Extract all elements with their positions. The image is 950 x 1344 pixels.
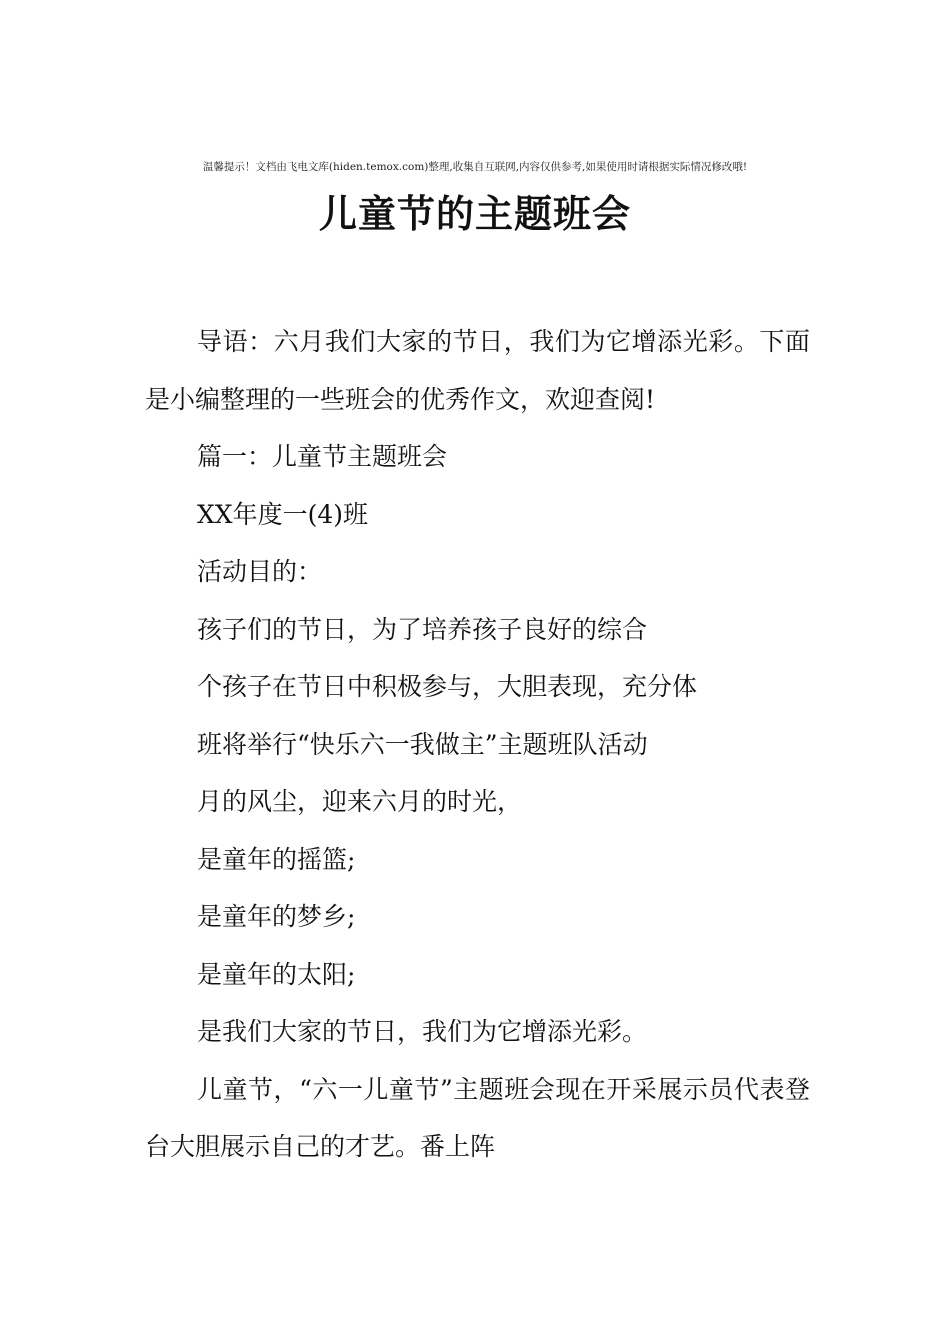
paragraph-class: XX年度一(4)班 (197, 499, 369, 529)
document-body (145, 313, 810, 1176)
paragraph-line: 是我们大家的节日，我们为它增添光彩。 (197, 1017, 648, 1046)
paragraph-line: 孩子们的节日，为了培养孩子良好的综合 (197, 614, 648, 644)
paragraph-section-heading: 篇一：儿童节主题班会 (197, 442, 448, 471)
paragraph-line: 班将举行“快乐六一我做主”主题班队活动 (197, 729, 648, 759)
paragraph-intro: 导语：六月我们大家的节日，我们为它增添光彩。下面是小编整理的一些班会的优秀作文，欢迎查阅! (145, 327, 810, 414)
header-notice: 温馨提示！文档由飞电文库(hiden.temox.com)整理,收集自互联网,内容仅供参考,如果使用时请根据实际情况修改哦! (202, 161, 748, 173)
paragraph-line: 是童年的摇篮; (197, 844, 356, 874)
paragraph-closing: 儿童节，“六一儿童节”主题班会现在开采展示员代表登台大胆展示自己的才艺。番上阵 (145, 1074, 810, 1161)
paragraph-line: 月的风尘，迎来六月的时光， (197, 787, 523, 816)
paragraph-line: 个孩子在节日中积极参与，大胆表现，充分体 (197, 672, 698, 701)
paragraph-line: 是童年的太阳; (197, 959, 356, 989)
paragraph-line: 是童年的梦乡; (197, 902, 356, 931)
paragraph-purpose-label: 活动目的： (197, 557, 323, 586)
document-title: 儿童节的主题班会 (318, 191, 631, 236)
